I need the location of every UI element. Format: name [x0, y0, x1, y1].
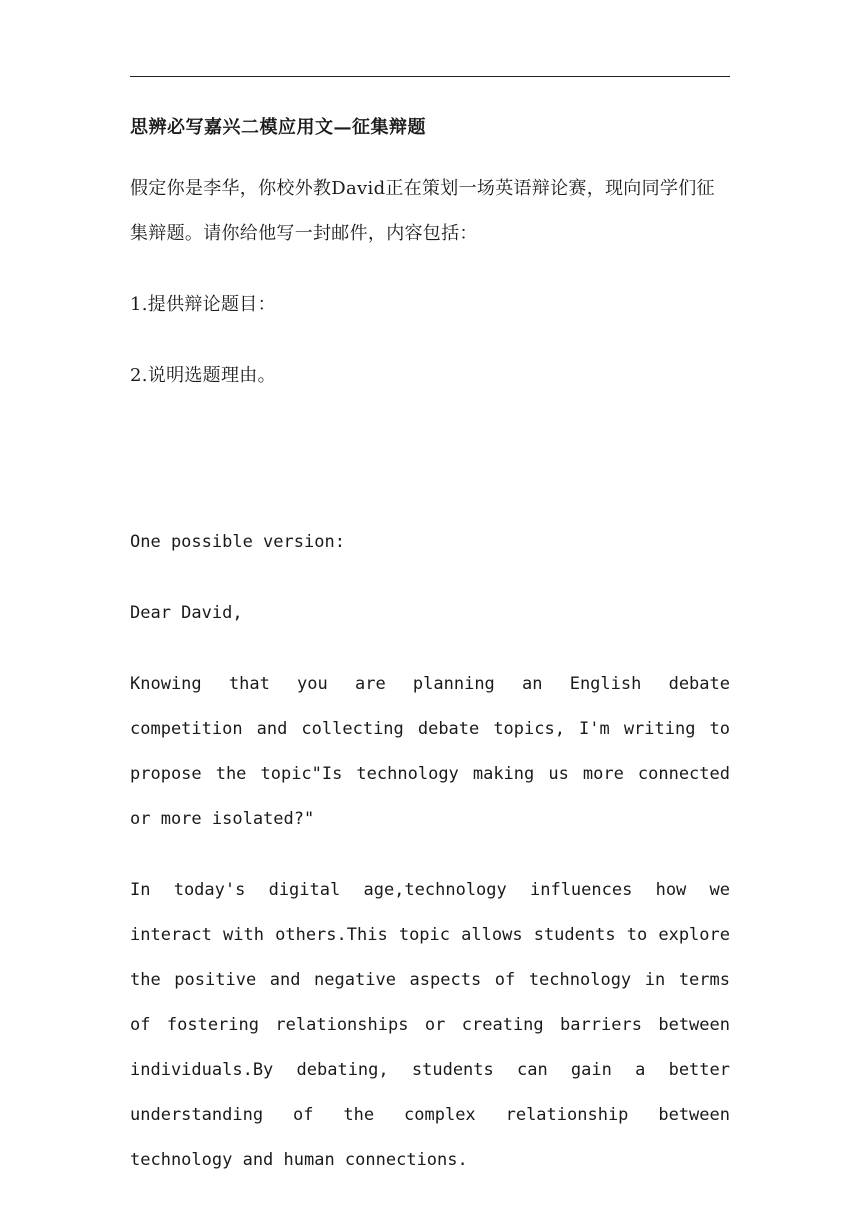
letter-paragraph-1: Knowing that you are planning an English debate competition and collecting debate topics, I'm writing to propose the topic"Is technology making us more connected or more isolated?" [130, 674, 730, 829]
task-prompt: 假定你是李华，你校外教David正在策划一场英语辩论赛，现向同学们征集辩题。请你给他写一封邮件，内容包括： [130, 178, 715, 244]
document-title: 思辨必写嘉兴二模应用文—征集辩题 [130, 117, 426, 138]
header-rule [130, 76, 730, 77]
task-item-1: 1.提供辩论题目： [130, 294, 276, 315]
letter-paragraph-2: In today's digital age,technology influences how we interact with others.This topic allows students to explore the positive and negative aspects of technology in terms of fostering relationships or creating barriers between individuals.By debating, students can gain a better understanding of the complex relationship between technology and human connections. [130, 880, 730, 1170]
letter-greeting: Dear David, [130, 603, 243, 623]
version-label: One possible version: [130, 532, 345, 552]
task-item-2: 2.说明选题理由。 [130, 365, 276, 386]
document-body [130, 108, 730, 1183]
